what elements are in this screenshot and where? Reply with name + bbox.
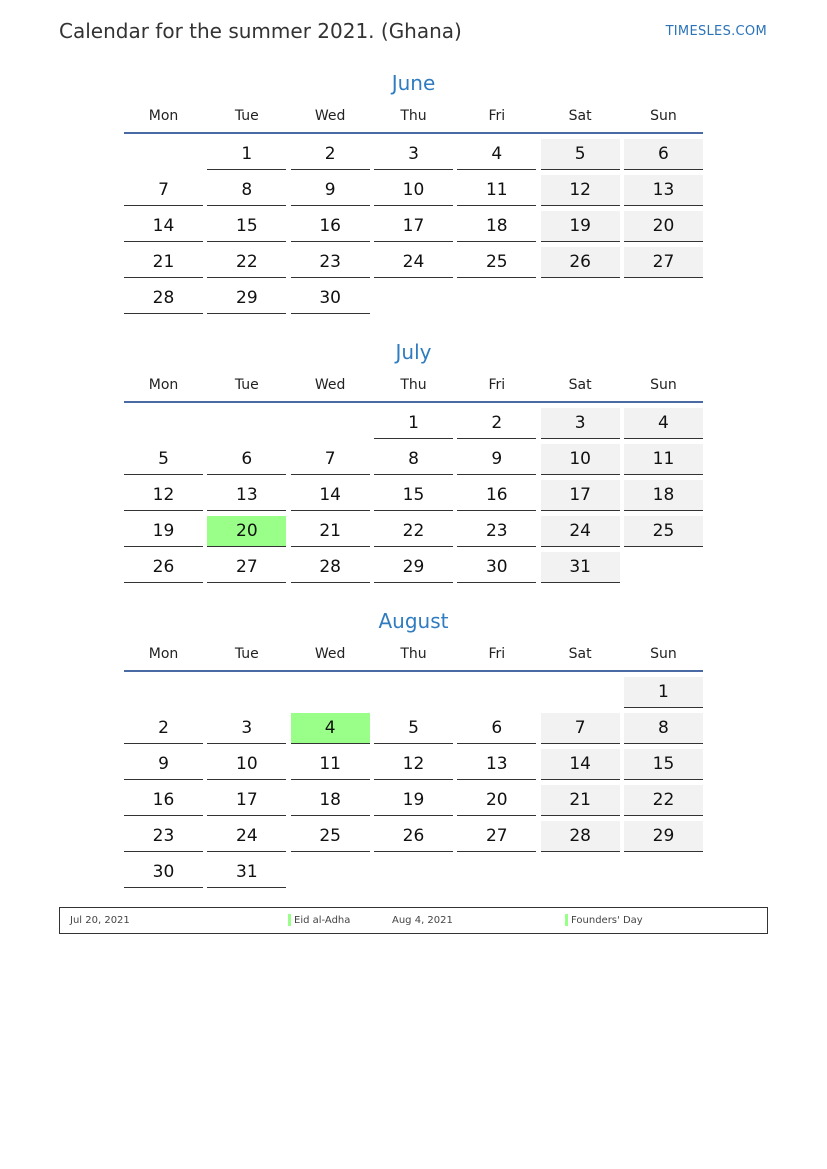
day-cell: 2 [457, 408, 536, 439]
weekend-day-cell: 3 [541, 408, 620, 439]
weekend-day-cell: 13 [624, 175, 703, 206]
day-cell: 15 [374, 480, 453, 511]
weekend-day-cell: 28 [541, 821, 620, 852]
empty-day-cell [124, 408, 203, 439]
weekend-day-cell: 17 [541, 480, 620, 511]
day-cell: 28 [124, 283, 203, 314]
day-cell: 2 [124, 713, 203, 744]
empty-day-cell [291, 408, 370, 439]
weekday-header-row [124, 367, 703, 403]
page-title: Calendar for the summer 2021. (Ghana) [59, 19, 462, 43]
day-cell: 10 [374, 175, 453, 206]
weekend-day-cell: 29 [624, 821, 703, 852]
empty-day-cell [374, 283, 453, 314]
day-cell: 9 [457, 444, 536, 475]
weekday-label: Mon [148, 377, 179, 393]
weekend-day-cell: 7 [541, 713, 620, 744]
holiday-day-cell: 4 [291, 713, 370, 744]
day-cell: 15 [207, 211, 286, 242]
legend-name-text: Eid al-Adha [294, 915, 351, 926]
week-row [124, 278, 703, 314]
empty-day-cell [124, 677, 203, 708]
legend-color-swatch [565, 914, 568, 926]
empty-day-cell [624, 283, 703, 314]
week-row [124, 816, 703, 852]
day-cell: 2 [291, 139, 370, 170]
weekend-day-cell: 10 [541, 444, 620, 475]
holiday-day-cell: 20 [207, 516, 286, 547]
day-cell: 1 [374, 408, 453, 439]
weekend-day-cell: 24 [541, 516, 620, 547]
empty-day-cell [541, 283, 620, 314]
week-row [124, 547, 703, 583]
day-cell: 12 [124, 480, 203, 511]
empty-day-cell [291, 677, 370, 708]
month-title: July [395, 340, 432, 364]
empty-day-cell [457, 857, 536, 888]
weekday-label: Wed [314, 108, 346, 124]
weekend-day-cell: 20 [624, 211, 703, 242]
legend-date: Jul 20, 2021 [70, 915, 130, 926]
weekday-label: Fri [488, 108, 506, 124]
weekday-header-row [124, 636, 703, 672]
day-cell: 14 [291, 480, 370, 511]
day-cell: 27 [207, 552, 286, 583]
day-cell: 29 [207, 283, 286, 314]
empty-day-cell [457, 677, 536, 708]
legend-name-text: Founders' Day [571, 915, 643, 926]
month-august [124, 606, 703, 888]
day-cell: 30 [124, 857, 203, 888]
weekday-label: Sat [568, 646, 592, 662]
day-cell: 24 [207, 821, 286, 852]
day-cell: 8 [207, 175, 286, 206]
week-row [124, 708, 703, 744]
weekend-day-cell: 25 [624, 516, 703, 547]
month-title: August [378, 609, 449, 633]
week-row [124, 744, 703, 780]
legend-holiday-name [565, 908, 643, 933]
weekend-day-cell: 14 [541, 749, 620, 780]
week-row [124, 206, 703, 242]
day-cell: 14 [124, 211, 203, 242]
weekend-day-cell: 31 [541, 552, 620, 583]
day-cell: 12 [374, 749, 453, 780]
weekday-label: Tue [234, 377, 259, 393]
weekday-label: Tue [234, 646, 259, 662]
week-row [124, 403, 703, 439]
day-cell: 26 [374, 821, 453, 852]
day-cell: 31 [207, 857, 286, 888]
weekday-label: Wed [314, 646, 346, 662]
weekday-label: Thu [400, 108, 427, 124]
day-cell: 6 [207, 444, 286, 475]
empty-day-cell [207, 408, 286, 439]
weekday-label: Sun [650, 377, 677, 393]
day-cell: 11 [291, 749, 370, 780]
site-link[interactable]: TIMESLES.COM [665, 24, 767, 39]
weekday-label: Fri [488, 377, 506, 393]
day-cell: 24 [374, 247, 453, 278]
weekday-header-row [124, 98, 703, 134]
weekend-day-cell: 22 [624, 785, 703, 816]
day-cell: 4 [457, 139, 536, 170]
day-cell: 22 [207, 247, 286, 278]
day-cell: 30 [291, 283, 370, 314]
day-cell: 9 [124, 749, 203, 780]
week-row [124, 475, 703, 511]
weekday-label: Sun [650, 108, 677, 124]
day-cell: 17 [207, 785, 286, 816]
weekend-day-cell: 12 [541, 175, 620, 206]
weekend-day-cell: 19 [541, 211, 620, 242]
day-cell: 10 [207, 749, 286, 780]
day-cell: 30 [457, 552, 536, 583]
weekend-day-cell: 6 [624, 139, 703, 170]
weekend-day-cell: 21 [541, 785, 620, 816]
day-cell: 16 [291, 211, 370, 242]
day-cell: 18 [291, 785, 370, 816]
empty-day-cell [624, 552, 703, 583]
weekend-day-cell: 27 [624, 247, 703, 278]
week-row [124, 439, 703, 475]
empty-day-cell [624, 857, 703, 888]
day-cell: 20 [457, 785, 536, 816]
day-cell: 26 [124, 552, 203, 583]
week-row [124, 170, 703, 206]
empty-day-cell [207, 677, 286, 708]
empty-day-cell [541, 677, 620, 708]
day-cell: 23 [291, 247, 370, 278]
weekend-day-cell: 26 [541, 247, 620, 278]
weekend-day-cell: 8 [624, 713, 703, 744]
week-row [124, 511, 703, 547]
day-cell: 21 [291, 516, 370, 547]
weekday-label: Thu [400, 646, 427, 662]
day-cell: 3 [374, 139, 453, 170]
day-cell: 6 [457, 713, 536, 744]
month-july [124, 337, 703, 583]
day-cell: 22 [374, 516, 453, 547]
day-cell: 13 [457, 749, 536, 780]
weekday-label: Fri [488, 646, 506, 662]
empty-day-cell [457, 283, 536, 314]
day-cell: 3 [207, 713, 286, 744]
day-cell: 5 [124, 444, 203, 475]
weekend-day-cell: 1 [624, 677, 703, 708]
day-cell: 13 [207, 480, 286, 511]
empty-day-cell [374, 857, 453, 888]
day-cell: 1 [207, 139, 286, 170]
weekend-day-cell: 11 [624, 444, 703, 475]
day-cell: 21 [124, 247, 203, 278]
day-cell: 25 [291, 821, 370, 852]
weekend-day-cell: 4 [624, 408, 703, 439]
weekday-label: Wed [314, 377, 346, 393]
day-cell: 11 [457, 175, 536, 206]
day-cell: 25 [457, 247, 536, 278]
weekday-label: Sat [568, 108, 592, 124]
weekday-label: Sun [650, 646, 677, 662]
weekday-label: Thu [400, 377, 427, 393]
day-cell: 23 [457, 516, 536, 547]
week-row [124, 780, 703, 816]
day-cell: 28 [291, 552, 370, 583]
month-june [124, 68, 703, 314]
month-title: June [391, 71, 436, 95]
day-cell: 19 [374, 785, 453, 816]
day-cell: 27 [457, 821, 536, 852]
week-row [124, 134, 703, 170]
day-cell: 8 [374, 444, 453, 475]
weekend-day-cell: 18 [624, 480, 703, 511]
week-row [124, 852, 703, 888]
empty-day-cell [291, 857, 370, 888]
day-cell: 16 [124, 785, 203, 816]
empty-day-cell [124, 139, 203, 170]
weekday-label: Mon [148, 108, 179, 124]
day-cell: 7 [291, 444, 370, 475]
day-cell: 17 [374, 211, 453, 242]
day-cell: 29 [374, 552, 453, 583]
day-cell: 7 [124, 175, 203, 206]
day-cell: 16 [457, 480, 536, 511]
empty-day-cell [374, 677, 453, 708]
week-row [124, 672, 703, 708]
legend-color-swatch [288, 914, 291, 926]
day-cell: 5 [374, 713, 453, 744]
legend-date: Aug 4, 2021 [392, 915, 453, 926]
legend-holiday-name [288, 908, 350, 933]
weekday-label: Tue [234, 108, 259, 124]
day-cell: 23 [124, 821, 203, 852]
empty-day-cell [541, 857, 620, 888]
day-cell: 9 [291, 175, 370, 206]
weekday-label: Mon [148, 646, 179, 662]
day-cell: 18 [457, 211, 536, 242]
weekend-day-cell: 5 [541, 139, 620, 170]
holiday-legend [59, 907, 768, 934]
day-cell: 19 [124, 516, 203, 547]
weekday-label: Sat [568, 377, 592, 393]
weekend-day-cell: 15 [624, 749, 703, 780]
week-row [124, 242, 703, 278]
